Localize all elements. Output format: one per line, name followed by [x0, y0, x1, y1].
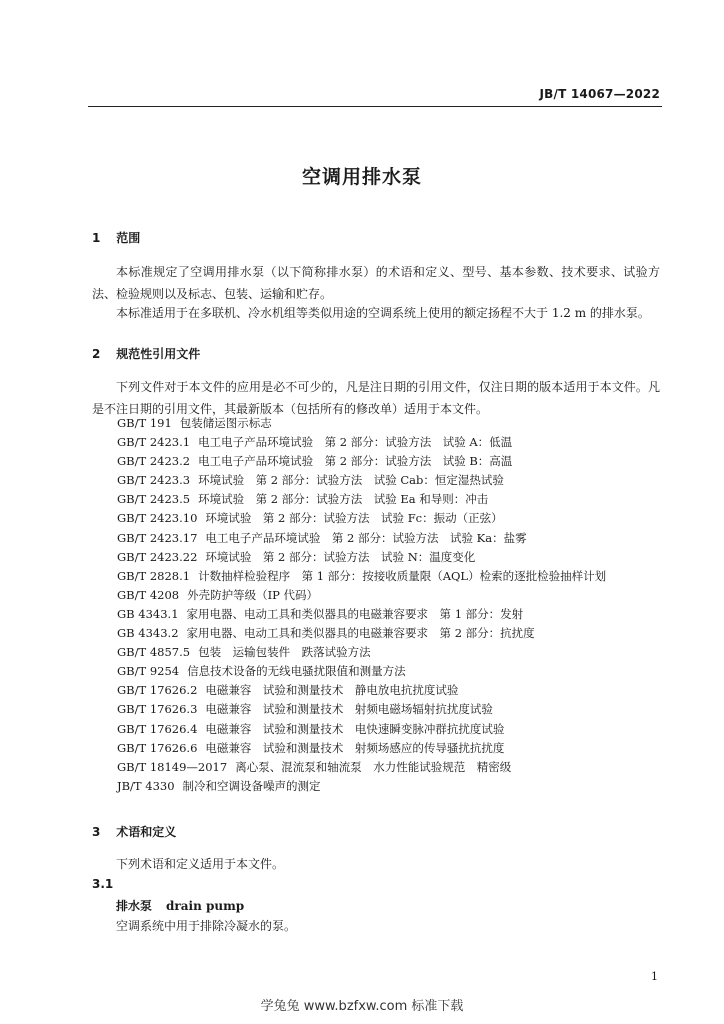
reference-title: 外壳防护等级（IP 代码）: [187, 587, 319, 602]
term-definition: 空调系统中用于排除冷凝水的泵。: [116, 919, 297, 933]
section-number: 1: [92, 231, 101, 245]
reference-title: 家用电器、电动工具和类似器具的电磁兼容要求 第 1 部分：发射: [186, 606, 524, 621]
reference-code: GB/T 2423.22: [117, 549, 198, 564]
term-title: [116, 897, 244, 914]
section-title: 规范性引用文件: [116, 347, 201, 361]
section-heading-references: [92, 345, 200, 362]
reference-item: [117, 414, 606, 433]
watermark-text: 学兔兔 www.bzfxw.com 标准下载: [260, 999, 464, 1014]
reference-code: GB/T 17626.3: [117, 702, 198, 717]
reference-code: GB/T 9254: [117, 664, 180, 679]
document-title: 空调用排水泵: [301, 166, 422, 188]
reference-item: [117, 490, 606, 509]
page-number: 1: [651, 970, 658, 983]
reference-title: 信息技术设备的无线电骚扰限值和测量方法: [187, 664, 406, 679]
reference-title: 环境试验 第 2 部分：试验方法 试验 Fc：振动（正弦）: [205, 511, 503, 526]
reference-item: [117, 700, 606, 719]
reference-code: GB/T 191: [117, 416, 172, 430]
reference-code: GB/T 2828.1: [117, 568, 191, 583]
scope-paragraph-2: 本标准适用于在多联机、冷水机组等类似用途的空调系统上使用的额定扬程不大于 1.2 m 的排水泵。: [116, 306, 650, 320]
reference-item: [117, 586, 606, 605]
reference-item: [117, 662, 606, 681]
reference-title: 包装储运图示标志: [179, 416, 272, 430]
reference-item: [117, 643, 606, 662]
reference-item: [117, 529, 606, 548]
reference-code: GB/T 17626.2: [117, 683, 198, 698]
reference-title: 电工电子产品环境试验 第 2 部分：试验方法 试验 B：高温: [198, 454, 513, 469]
reference-code: GB 4343.1: [117, 606, 179, 621]
section-heading-terms: [92, 823, 176, 840]
reference-code: GB/T 2423.3: [117, 473, 191, 488]
reference-title: 电磁兼容 试验和测量技术 静电放电抗扰度试验: [205, 683, 459, 698]
reference-list: [117, 414, 606, 796]
reference-title: 电磁兼容 试验和测量技术 射频电磁场辐射抗扰度试验: [205, 702, 493, 717]
reference-item: [117, 605, 606, 624]
reference-title: 包装 运输包装件 跌落试验方法: [198, 645, 371, 660]
reference-code: GB/T 2423.10: [117, 511, 198, 526]
reference-title: 电工电子产品环境试验 第 2 部分：试验方法 试验 A：低温: [198, 435, 513, 450]
term-number: 3.1: [92, 877, 114, 891]
reference-code: GB/T 2423.2: [117, 454, 191, 469]
section-title: 范围: [116, 231, 141, 245]
references-intro: 下列文件对于本文件的应用是必不可少的，凡是注日期的引用文件，仅注日期的版本适用于本文件。凡是不注日期的引用文件，其最新版本（包括所有的修改单）适用于本文件。: [92, 380, 660, 416]
reference-item: [117, 452, 606, 471]
reference-code: GB/T 2423.5: [117, 492, 191, 507]
reference-item: [117, 681, 606, 700]
reference-code: GB/T 2423.17: [117, 530, 198, 545]
section-number: 2: [92, 347, 101, 361]
reference-title: 计数抽样检验程序 第 1 部分：按接收质量限（AQL）检索的逐批检验抽样计划: [198, 568, 607, 583]
reference-title: 环境试验 第 2 部分：试验方法 试验 Ea 和导则：冲击: [198, 492, 489, 507]
reference-title: 制冷和空调设备噪声的测定: [182, 778, 321, 793]
reference-title: 家用电器、电动工具和类似器具的电磁兼容要求 第 2 部分：抗扰度: [186, 626, 535, 641]
reference-code: GB/T 4857.5: [117, 645, 191, 660]
reference-title: 电磁兼容 试验和测量技术 射频场感应的传导骚扰抗扰度: [205, 740, 505, 755]
reference-title: 离心泵、混流泵和轴流泵 水力性能试验规范 精密级: [235, 759, 512, 774]
terms-intro: 下列术语和定义适用于本文件。: [116, 857, 285, 871]
section-number: 3: [92, 825, 101, 839]
reference-code: GB/T 2423.1: [117, 435, 191, 450]
reference-item: [117, 567, 606, 586]
header-rule: [88, 106, 662, 107]
reference-item: [117, 433, 606, 452]
section-title: 术语和定义: [116, 825, 177, 839]
reference-code: GB/T 17626.6: [117, 740, 198, 755]
reference-code: JB/T 4330: [117, 778, 175, 793]
reference-title: 电磁兼容 试验和测量技术 电快速瞬变脉冲群抗扰度试验: [205, 721, 505, 736]
reference-item: [117, 739, 606, 758]
reference-title: 环境试验 第 2 部分：试验方法 试验 N：温度变化: [205, 549, 476, 564]
reference-code: GB 4343.2: [117, 626, 179, 641]
reference-code: GB/T 4208: [117, 587, 180, 602]
term-chinese: 排水泵: [116, 899, 153, 913]
scope-paragraph-1: 本标准规定了空调用排水泵（以下简称排水泵）的术语和定义、型号、基本参数、技术要求、试验方法、检验规则以及标志、包装、运输和贮存。: [92, 265, 660, 301]
section-heading-scope: [92, 229, 140, 246]
reference-item: [117, 777, 606, 796]
reference-title: 电工电子产品环境试验 第 2 部分：试验方法 试验 Ka：盐雾: [205, 530, 527, 545]
reference-item: [117, 758, 606, 777]
reference-item: [117, 548, 606, 567]
term-english: drain pump: [166, 899, 245, 913]
standard-number: JB/T 14067—2022: [539, 87, 660, 101]
reference-item: [117, 471, 606, 490]
reference-code: GB/T 18149—2017: [117, 759, 228, 774]
reference-item: [117, 720, 606, 739]
reference-title: 环境试验 第 2 部分：试验方法 试验 Cab：恒定湿热试验: [198, 473, 504, 488]
reference-item: [117, 624, 606, 643]
reference-item: [117, 509, 606, 528]
reference-code: GB/T 17626.4: [117, 721, 198, 736]
